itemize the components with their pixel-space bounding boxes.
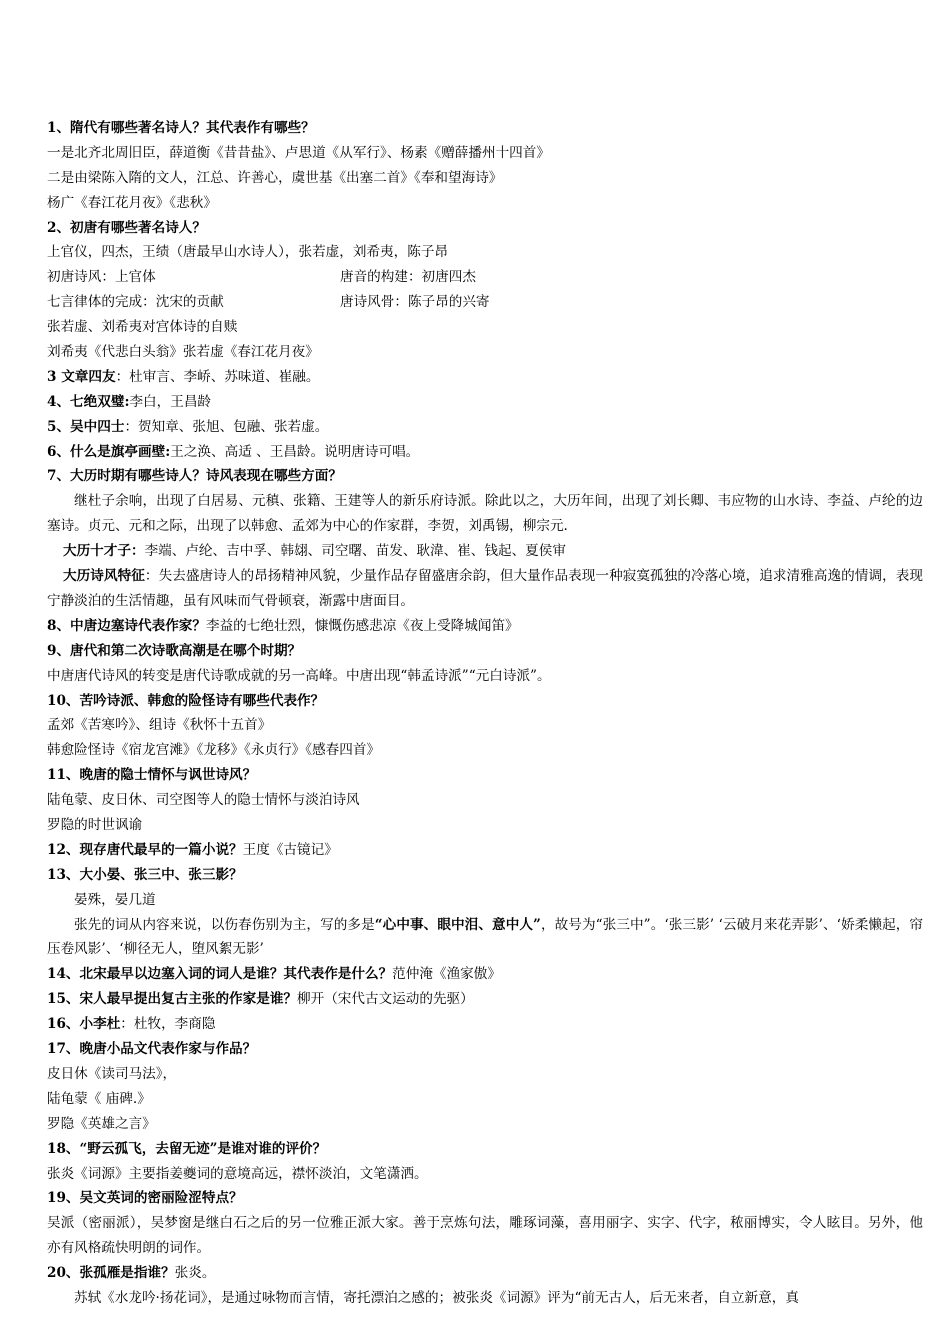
answer-line: 皮日休《读司马法》， <box>47 1065 177 1082</box>
answer-line: 张炎《词源》主要指姜夔词的意境高远，襟怀淡泊，文笔潇洒。 <box>47 1165 428 1182</box>
question-8 <box>47 614 923 639</box>
term-label: 大历诗风特征 <box>63 568 145 585</box>
question-5: 5、吴中四士：贺知章、张旭、包融、张若虚。 <box>47 418 329 435</box>
question-1-title: 1、隋代有哪些著名诗人？其代表作有哪些？ <box>47 120 315 136</box>
answer-line: 刘希夷《代悲白头翁》张若虚《春江花月夜》 <box>47 344 319 361</box>
answer-text: 范仲淹《渔家傲》 <box>392 966 501 983</box>
question-14 <box>47 962 923 987</box>
question-9-title: 9、唐代和第二次诗歌高潮是在哪个时期？ <box>47 642 302 659</box>
question-label: 5、吴中四士 <box>47 418 125 435</box>
question-label: 3 文章四友 <box>47 368 116 385</box>
question-label: 20、张孤雁是指谁？ <box>47 1265 175 1282</box>
answer-line: 大历十才子：李端、卢纶、吉中孚、韩翃、司空曙、苗发、耿湋、崔、钱起、夏侯审 <box>63 543 566 560</box>
answer-line: 中唐唐代诗风的转变是唐代诗歌成就的另一高峰。中唐出现“韩孟诗派”“元白诗派”。 <box>47 667 551 684</box>
answer-line: 罗隐《英雄之言》 <box>47 1115 156 1132</box>
term-label: 大历十才子： <box>63 543 145 560</box>
answer-line: 韩愈险怪诗《宿龙宫滩》《龙移》《永贞行》《感春四首》 <box>47 742 381 759</box>
answer-paragraph: 吴派（密丽派），吴梦窗是继白石之后的另一位雅正派大家。善于烹炼句法，雕琢词藻，喜用丽字、实字、代字，秾丽博实，令人眩目。另外，他亦有风格疏快明朗的词作。 <box>47 1215 923 1257</box>
answer-line: 陆龟蒙、皮日休、司空图等人的隐士情怀与淡泊诗风 <box>47 792 360 809</box>
grid-cell: 唐音的构建：初唐四杰 <box>340 269 476 286</box>
answer-line: 罗隐的时世讽谕 <box>47 817 143 833</box>
answer-text: 王之涣、高适 、王昌龄。说明唐诗可唱。 <box>170 443 420 460</box>
answer-text: 柳开（宋代古文运动的先驱） <box>297 991 474 1008</box>
question-20 <box>47 1261 923 1286</box>
question-16: 16、小李杜：杜牧，李商隐 <box>47 1016 216 1033</box>
question-label: 6、什么是旗亭画壁 <box>47 443 166 460</box>
question-3: 3 文章四友：杜审言、李峤、苏味道、崔融。 <box>47 368 320 385</box>
question-label: 12、现存唐代最早的一篇小说？ <box>47 841 243 858</box>
document-body <box>47 116 923 1311</box>
question-6: 6、什么是旗亭画壁:王之涣、高适 、王昌龄。说明唐诗可唱。 <box>47 443 420 460</box>
question-10-title: 10、苦吟诗派、韩愈的险怪诗有哪些代表作？ <box>47 692 325 709</box>
question-11-title: 11、晚唐的隐士情怀与讽世诗风？ <box>47 767 257 784</box>
answer-text: 李益的七绝壮烈，慷慨伤感悲凉《夜上受降城闻笛》 <box>206 617 519 634</box>
answer-line: 陆龟蒙《 庙碑.》 <box>47 1090 151 1107</box>
question-4: 4、七绝双璧:李白，王昌龄 <box>47 393 212 410</box>
grid-cell: 唐诗风骨：陈子昂的兴寄 <box>340 294 490 311</box>
question-label: 4、七绝双璧 <box>47 393 125 410</box>
question-7-title: 7、大历时期有哪些诗人？诗风表现在哪些方面？ <box>47 468 342 485</box>
answer-paragraph: 大历诗风特征：失去盛唐诗人的昂扬精神风貌，少量作品存留盛唐余韵，但大量作品表现一种寂寞孤独的冷落心境，追求清雅高逸的情调，表现宁静淡泊的生活情趣，虽有风味而气骨顿衰，渐露中唐面目。 <box>47 568 924 609</box>
answer-paragraph: 张先的词从内容来说，以伤春伤别为主，写的多是“心中事、眼中泪、意中人”，故号为“张三中”。‘张三影’ ‘云破月来花弄影’、‘娇柔懒起，帘压卷风影’、‘柳径无人，堕风絮无影’ <box>47 916 924 958</box>
answer-text: 张炎。 <box>174 1265 216 1282</box>
question-18-title: 18、“野云孤飞，去留无迹”是谁对谁的评价？ <box>47 1140 327 1157</box>
answer-paragraph: 继杜子余响，出现了白居易、元稹、张籍、王建等人的新乐府诗派。除此以之，大历年间，出现了刘长卿、韦应物的山水诗、李益、卢纶的边塞诗。贞元、元和之际，出现了以韩愈、孟郊为中心的作家群，李贺，刘禹锡，柳宗元. <box>47 493 923 535</box>
answer-grid-row <box>47 290 923 315</box>
question-15 <box>47 987 923 1012</box>
question-2-title: 2、初唐有哪些著名诗人？ <box>47 219 206 236</box>
answer-text: 杜牧，李商隐 <box>133 1016 216 1033</box>
answer-line: 孟郊《苦寒吟》、组诗《秋怀十五首》 <box>47 717 272 734</box>
question-13-title: 13、大小晏、张三中、张三影？ <box>47 866 243 883</box>
answer-line: 杨广《春江花月夜》《悲秋》 <box>47 194 217 211</box>
grid-cell: 七言律体的完成：沈宋的贡献 <box>47 294 224 311</box>
answer-line: 二是由梁陈入隋的文人，江总、许善心，虞世基《出塞二首》《奉和望海诗》 <box>47 169 503 186</box>
grid-cell: 初唐诗风：上官体 <box>47 269 156 286</box>
question-label: 14、北宋最早以边塞入词的词人是谁？其代表作是什么？ <box>47 966 393 983</box>
question-label: 15、宋人最早提出复古主张的作家是谁？ <box>47 991 298 1008</box>
question-12 <box>47 838 923 863</box>
answer-line: 张若虚、刘希夷对宫体诗的自赎 <box>47 319 238 336</box>
answer-text: 李白，王昌龄 <box>129 393 212 410</box>
answer-line: 上官仪，四杰，王绩（唐最早山水诗人），张若虚，刘希夷，陈子昂 <box>47 244 449 261</box>
question-label: 16、小李杜 <box>47 1016 121 1033</box>
answer-line: 晏殊，晏几道 <box>74 891 156 908</box>
answer-text: 王度《古镜记》 <box>242 841 338 858</box>
question-19-title: 19、吴文英词的密丽险涩特点？ <box>47 1190 243 1207</box>
answer-grid-row <box>47 265 923 290</box>
question-label: 8、中唐边塞诗代表作家？ <box>47 617 206 634</box>
answer-text: 贺知章、张旭、包融、张若虚。 <box>138 418 329 435</box>
answer-text: 杜审言、李峤、苏味道、崔融。 <box>129 368 320 385</box>
answer-line: 一是北齐北周旧臣，薛道衡《昔昔盐》、卢思道《从军行》、杨素《赠薛播州十四首》 <box>47 144 550 161</box>
question-17-title: 17、晚唐小品文代表作家与作品？ <box>47 1041 257 1058</box>
emphasis-text: “心中事、眼中泪、意中人” <box>374 916 541 933</box>
answer-paragraph: 苏轼《水龙吟·扬花词》，是通过咏物而言情，寄托漂泊之感的；被张炎《词源》评为“前无古人，后无来者，自立新意，真 <box>74 1289 799 1306</box>
